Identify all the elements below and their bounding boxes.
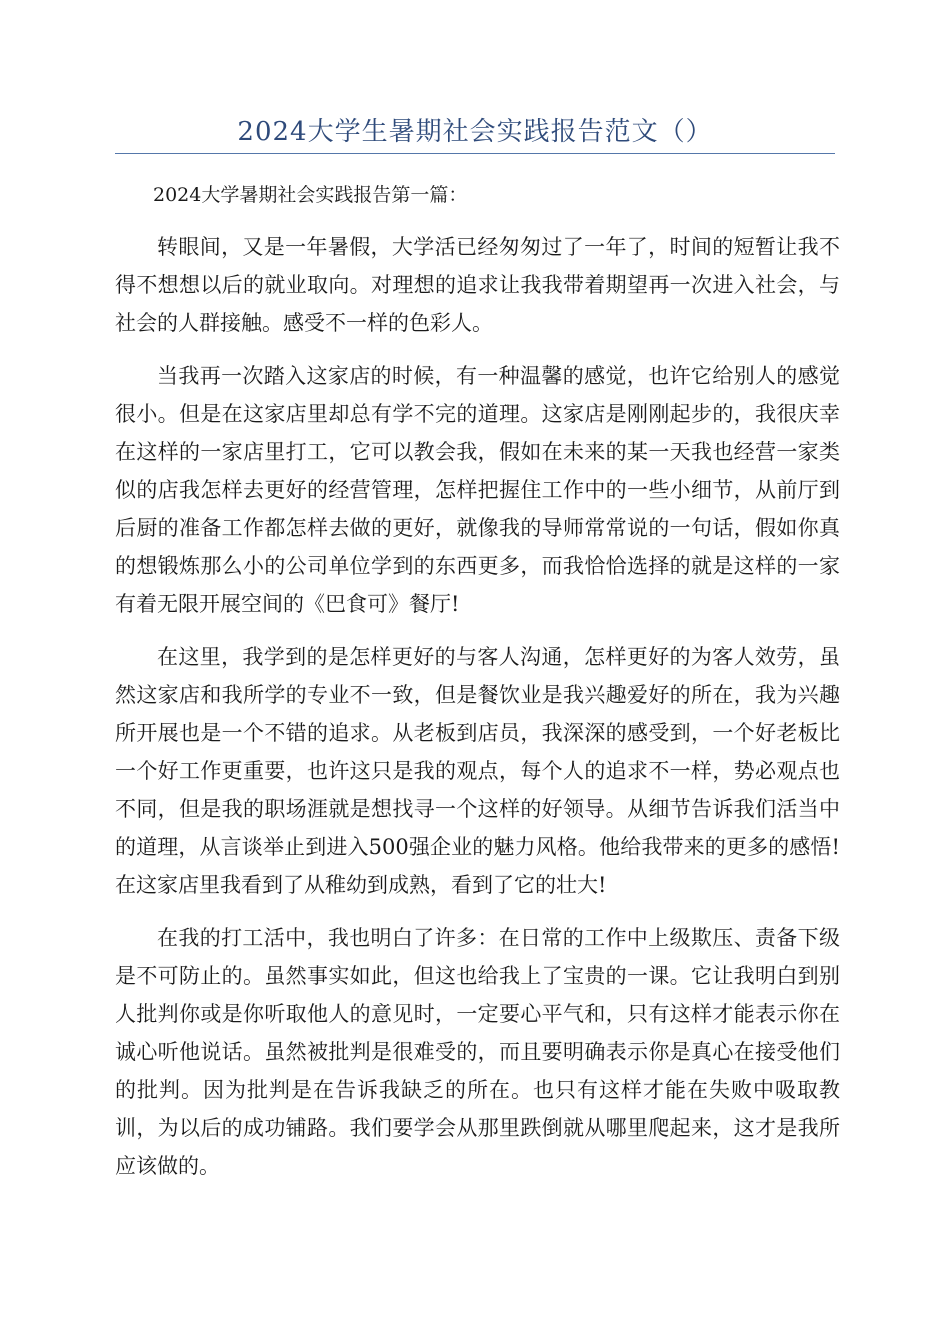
paragraph-2: 当我再一次踏入这家店的时候，有一种温馨的感觉，也许它给别人的感觉很小。但是在这家店里却总有学不完的道理。这家店是刚刚起步的，我很庆幸在这样的一家店里打工，它可以教会我，假如在未来的某一天我也经营一家类似的店我怎样去更好的经营管理，怎样把握住工作中的一些小细节，从前厅到后厨的准备工作都怎样去做的更好，就像我的导师常常说的一句话，假如你真的想锻炼那么小的公司单位学到的东西更多，而我恰恰选择的就是这样的一家有着无限开展空间的《巴食可》餐厅! (115, 364, 840, 616)
section-subheading: 2024大学暑期社会实践报告第一篇： (153, 184, 468, 206)
paragraph-3: 在这里，我学到的是怎样更好的与客人沟通，怎样更好的为客人效劳，虽然这家店和我所学的专业不一致，但是餐饮业是我兴趣爱好的所在，我为兴趣所开展也是一个不错的追求。从老板到店员，我深深的感受到，一个好老板比一个好工作更重要，也许这只是我的观点，每个人的追求不一样，势必观点也不同，但是我的职场涯就是想找寻一个这样的好领导。从细节告诉我们活当中的道理，从言谈举止到进入500强企业的魅力风格。他给我带来的更多的感悟!在这家店里我看到了从稚幼到成熟，看到了它的壮大! (115, 645, 840, 897)
title-underline (115, 153, 835, 154)
paragraph-4: 在我的打工活中，我也明白了许多：在日常的工作中上级欺压、责备下级是不可防止的。虽然事实如此，但这也给我上了宝贵的一课。它让我明白到别人批判你或是你听取他人的意见时，一定要心平气和，只有这样才能表示你在诚心听他说话。虽然被批判是很难受的，而且要明确表示你是真心在接受他们的批判。因为批判是在告诉我缺乏的所在。也只有这样才能在失败中吸取教训，为以后的成功铺路。我们要学会从那里跌倒就从哪里爬起来，这才是我所应该做的。 (115, 926, 840, 1178)
document-title: 2024大学生暑期社会实践报告范文（） (237, 117, 713, 147)
paragraph-1: 转眼间，又是一年暑假，大学活已经匆匆过了一年了，时间的短暂让我不得不想想以后的就业取向。对理想的追求让我我带着期望再一次进入社会，与社会的人群接触。感受不一样的色彩人。 (115, 235, 840, 335)
document-body (115, 176, 840, 1185)
